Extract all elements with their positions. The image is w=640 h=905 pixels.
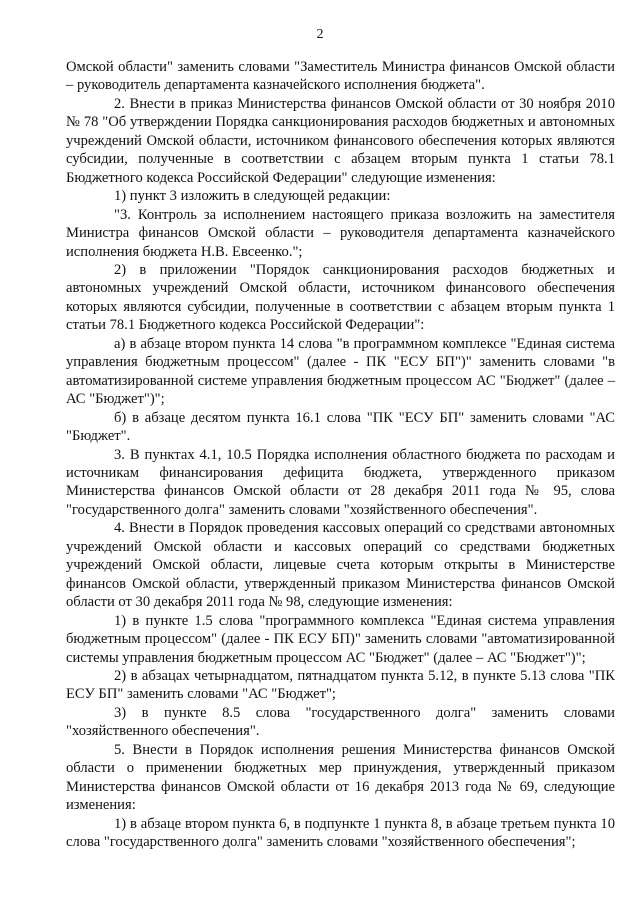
- paragraph-item-4-subitem-1: 1) в пункте 1.5 слова "программного комплекса "Единая система управления бюджетным процессом" (далее - ПК ЕСУ БП)" заменить словами "автоматизированной системы управления бюджетным процессом АС "Бюджет" (далее – АС "Бюджет")";: [66, 612, 615, 666]
- paragraph-subitem-a: а) в абзаце втором пункта 14 слова "в программном комплексе "Единая система управления бюджетным процессом" (далее - ПК "ЕСУ БП")" заменить словами "в автоматизированной системе управления бюджетным процессом АС "Бюджет" (далее – АС "Бюджет")";: [66, 335, 615, 408]
- paragraph-item-5: 5. Внести в Порядок исполнения решения Министерства финансов Омской области о применении бюджетных мер принуждения, утвержденный приказом Министерства финансов Омской области от 16 декабря 2013 года № 69, следующие изменения:: [66, 741, 615, 814]
- paragraph-quoted-point-3: "3. Контроль за исполнением настоящего приказа возложить на заместителя Министра финансов Омской области – руководителя департамента казначейского исполнения бюджета Н.В. Евсеенко.";: [66, 206, 615, 260]
- paragraph-continuation: Омской области" заменить словами "Заместитель Министра финансов Омской области – руководитель департамента казначейского исполнения бюджета".: [66, 59, 615, 94]
- paragraph-subitem-1: 1) пункт 3 изложить в следующей редакции:: [114, 188, 391, 205]
- paragraph-item-4: 4. Внести в Порядок проведения кассовых операций со средствами автономных учреждений Омской области и кассовых операций со средствами бюджетных учреждений Омской области, лицевые счета которым открыты в Министерстве финансов Омской области, утвержденный приказом Министерства финансов Омской области от 30 декабря 2011 года № 98, следующие изменения:: [66, 520, 615, 611]
- page-number: 2: [316, 27, 324, 42]
- paragraph-item-4-subitem-3: 3) в пункте 8.5 слова "государственного долга" заменить словами "хозяйственного обеспечения".: [66, 704, 615, 740]
- paragraph-subitem-b: б) в абзаце десятом пункта 16.1 слова "ПК "ЕСУ БП" заменить словами "АС "Бюджет".: [66, 409, 615, 445]
- document-body: [66, 58, 615, 851]
- paragraph-item-4-subitem-2: 2) в абзацах четырнадцатом, пятнадцатом пункта 5.12, в пункте 5.13 слова "ПК ЕСУ БП" заменить словами "АС "Бюджет";: [66, 667, 615, 703]
- paragraph-subitem-2: 2) в приложении "Порядок санкционирования расходов бюджетных и автономных учреждений Омской области, источником финансового обеспечения которых являются субсидии, полученные в соответствии с абзацем вторым пункта 1 статьи 78.1 Бюджетного кодекса Российской Федерации":: [66, 261, 615, 334]
- paragraph-item-2: 2. Внести в приказ Министерства финансов Омской области от 30 ноября 2010 № 78 "Об утверждении Порядка санкционирования расходов бюджетных и автономных учреждений Омской области, источником финансового обеспечения которых являются субсидии, полученные в соответствии с абзацем вторым пункта 1 статьи 78.1 Бюджетного кодекса Российской Федерации" следующие изменения:: [66, 95, 615, 186]
- paragraph-item-3: 3. В пунктах 4.1, 10.5 Порядка исполнения областного бюджета по расходам и источникам финансирования дефицита бюджета, утвержденного приказом Министерства финансов Омской области от 28 декабря 2011 года № 95, слова "государственного долга" заменить словами "хозяйственного обеспечения".: [66, 446, 615, 518]
- paragraph-item-5-subitem-1: 1) в абзаце втором пункта 6, в подпункте 1 пункта 8, в абзаце третьем пункта 10 слова "государственного долга" заменить словами "хозяйственного обеспечения";: [66, 815, 615, 851]
